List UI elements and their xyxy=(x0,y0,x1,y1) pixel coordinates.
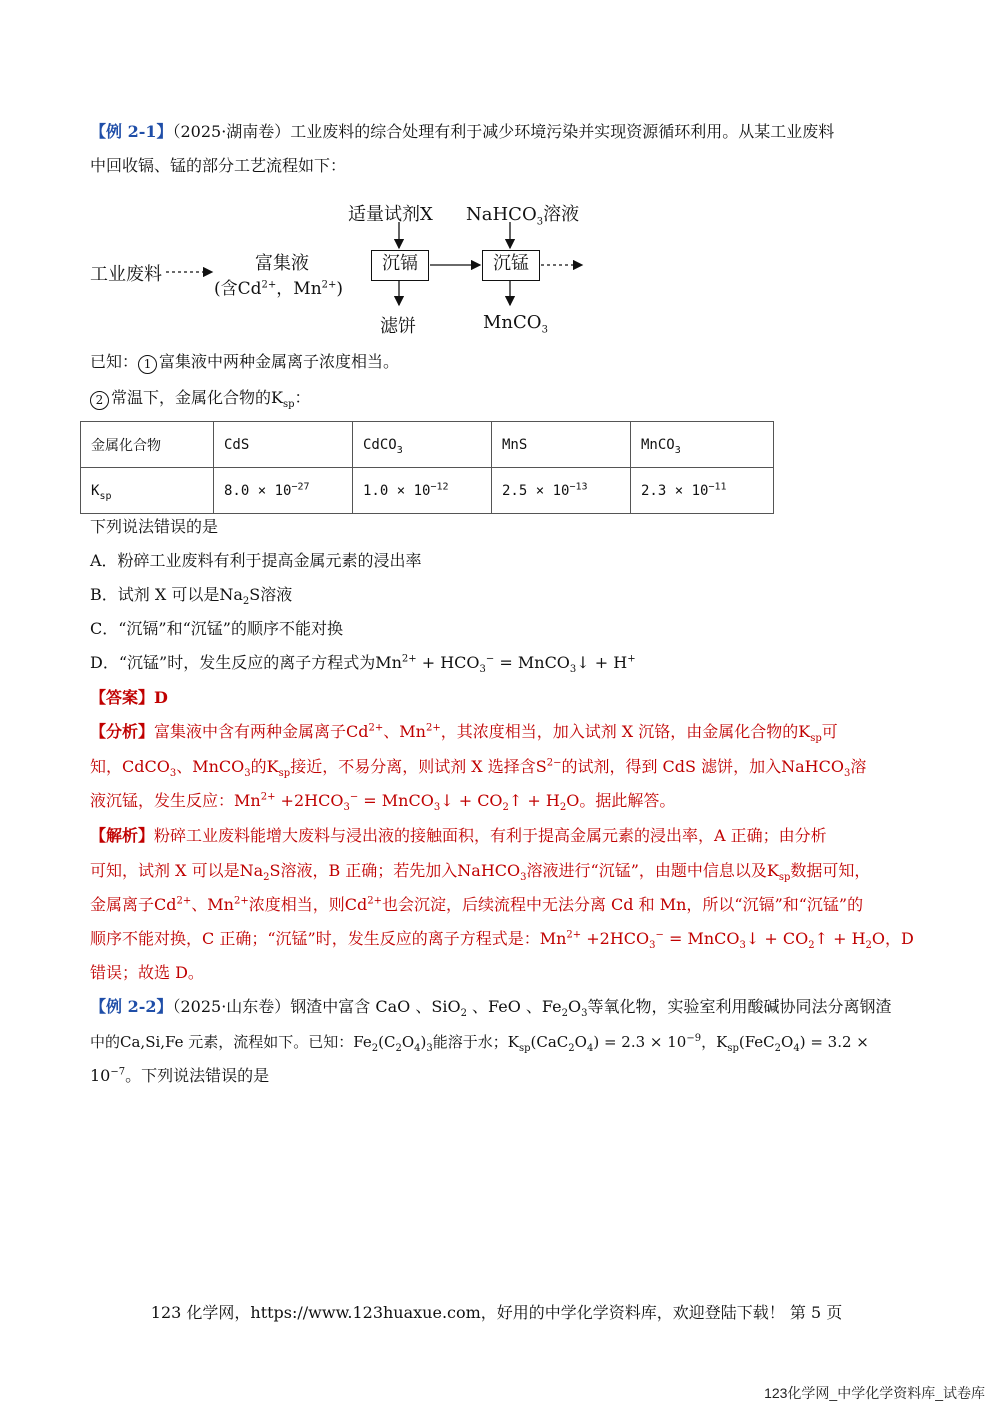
option-b: B．试剂 X 可以是$Na_2S$溶液 xyxy=(90,585,293,608)
mnco3-product-label: MnCO$_3$ xyxy=(483,312,548,336)
step-cd-box: 沉镉 xyxy=(371,250,429,281)
known-1: 已知： 1 富集液中两种金属离子浓度相当。 xyxy=(90,352,399,374)
circled-number-2: 2 xyxy=(90,391,109,410)
table-cell: 金属化合物 xyxy=(81,422,214,468)
table-cell: $8.0 \times 10^{-27}$ xyxy=(214,468,353,514)
table-cell: CdCO$_3$ xyxy=(353,422,492,468)
solution-line2: 可知，试剂 X 可以是$Na_2S$溶液，B 正确；若先加入NaHCO$_3$溶液进行“沉锰”，由题中信息以及$K_{sp}$数据可知， xyxy=(90,861,871,884)
source-label: 工业废料 xyxy=(90,264,162,285)
known-2: 2 常温下，金属化合物的$K_{sp}$： xyxy=(90,388,311,410)
example-2-2-line2: 中的Ca,Si,Fe 元素，流程如下。已知：$Fe_2(C_2O_4)_3$能溶于水；$K_{sp}(CaC_2O_4) = 2.3 \times 10^{-9}$，$K_{sp}(FeC_2O_4) = 3.2$ × xyxy=(90,1033,869,1054)
circled-number-1: 1 xyxy=(138,355,157,374)
ksp-table xyxy=(80,421,774,514)
option-c: C．“沉镉”和“沉锰”的顺序不能对换 xyxy=(90,619,343,638)
example-2-2-line1: 【例 2-2】（2025·山东卷）钢渣中富含 CaO 、SiO$_2$ 、FeO 、$Fe_2O_3$等氧化物，实验室利用酸碱协同法分离钢渣 xyxy=(90,997,892,1020)
example-2-2-line3: $10^{-7}$。下列说法错误的是 xyxy=(90,1066,270,1085)
example-text: （2025·湖南卷）工业废料的综合处理有利于减少环境污染并实现资源循环利用。从某工业废料 xyxy=(172,122,835,141)
question-stem: 下列说法错误的是 xyxy=(90,517,219,536)
rich-liquid-contents: (含$Cd^{2+}$，$Mn^{2+}$) xyxy=(214,279,344,299)
table-header-row xyxy=(81,422,774,468)
corner-watermark: 123化学网_中学化学资料库_试卷库 xyxy=(764,1385,985,1401)
filter-cake-label: 滤饼 xyxy=(380,316,416,337)
table-cell: CdS xyxy=(214,422,353,468)
table-cell: $K_{sp}$ xyxy=(81,468,214,514)
step-mn-box: 沉锰 xyxy=(482,250,540,281)
example-2-1-line1 xyxy=(90,122,834,142)
table-cell: MnCO$_3$ xyxy=(631,422,774,468)
reagent-x-label: 适量试剂X xyxy=(348,204,433,225)
table-cell: $2.5 \times 10^{-13}$ xyxy=(492,468,631,514)
option-d: D．“沉锰”时，发生反应的离子方程式为$Mn^{2+} + HCO_3^-$ = MnCO$_3$↓ + H+ xyxy=(90,653,636,676)
page-footer: 123 化学网，https://www.123huaxue.com，好用的中学化学资料库，欢迎登陆下载！ 第 5 页 xyxy=(150,1303,843,1322)
example-tag: 【例 2-1】 xyxy=(90,122,173,141)
option-a: A．粉碎工业废料有利于提高金属元素的浸出率 xyxy=(90,551,422,570)
solution-line3: 金属离子$Cd^{2+}$、$Mn^{2+}$浓度相当，则$Cd^{2+}$也会沉淀，后续流程中无法分离 Cd 和 Mn，所以“沉镉”和“沉锰”的 xyxy=(90,895,864,914)
answer: 【答案】D xyxy=(90,688,168,707)
solution-line1: 【解析】粉碎工业废料能增大废料与浸出液的接触面积，有利于提高金属元素的浸出率，A 正确；由分析 xyxy=(90,826,827,845)
analysis-line2: 知，CdCO$_3$、MnCO$_3$的$K_{sp}$接近，不易分离，则试剂 X 选择含$S^{2-}$的试剂，得到 CdS 滤饼，加入NaHCO$_3$溶 xyxy=(90,757,867,780)
process-flow-diagram xyxy=(90,192,610,342)
solution-line4: 顺序不能对换，C 正确；“沉锰”时，发生反应的离子方程式是：$Mn^{2+} +2HCO_3^-$ = MnCO$_3$↓ + $CO_2↑ + H_2O$，D xyxy=(90,929,914,952)
nahco3-label: NaHCO$_3$溶液 xyxy=(466,204,580,228)
solution-line5: 错误；故选 D。 xyxy=(90,963,204,982)
table-cell: $2.3 \times 10^{-11}$ xyxy=(631,468,774,514)
example-2-1-line2: 中回收镉、锰的部分工艺流程如下： xyxy=(90,156,347,175)
table-cell: $1.0 \times 10^{-12}$ xyxy=(353,468,492,514)
analysis-line3: 液沉锰，发生反应：$Mn^{2+} +2HCO_3^-$ = MnCO$_3$↓ + $CO_2↑ + H_2O$。据此解答。 xyxy=(90,791,676,814)
analysis-line1: 【分析】富集液中含有两种金属离子$Cd^{2+}$、$Mn^{2+}$，其浓度相当，加入试剂 X 沉铬，由金属化合物的$K_{sp}$可 xyxy=(90,722,838,745)
table-cell: MnS xyxy=(492,422,631,468)
rich-liquid-label: 富集液 xyxy=(255,253,309,274)
table-row xyxy=(81,468,774,514)
